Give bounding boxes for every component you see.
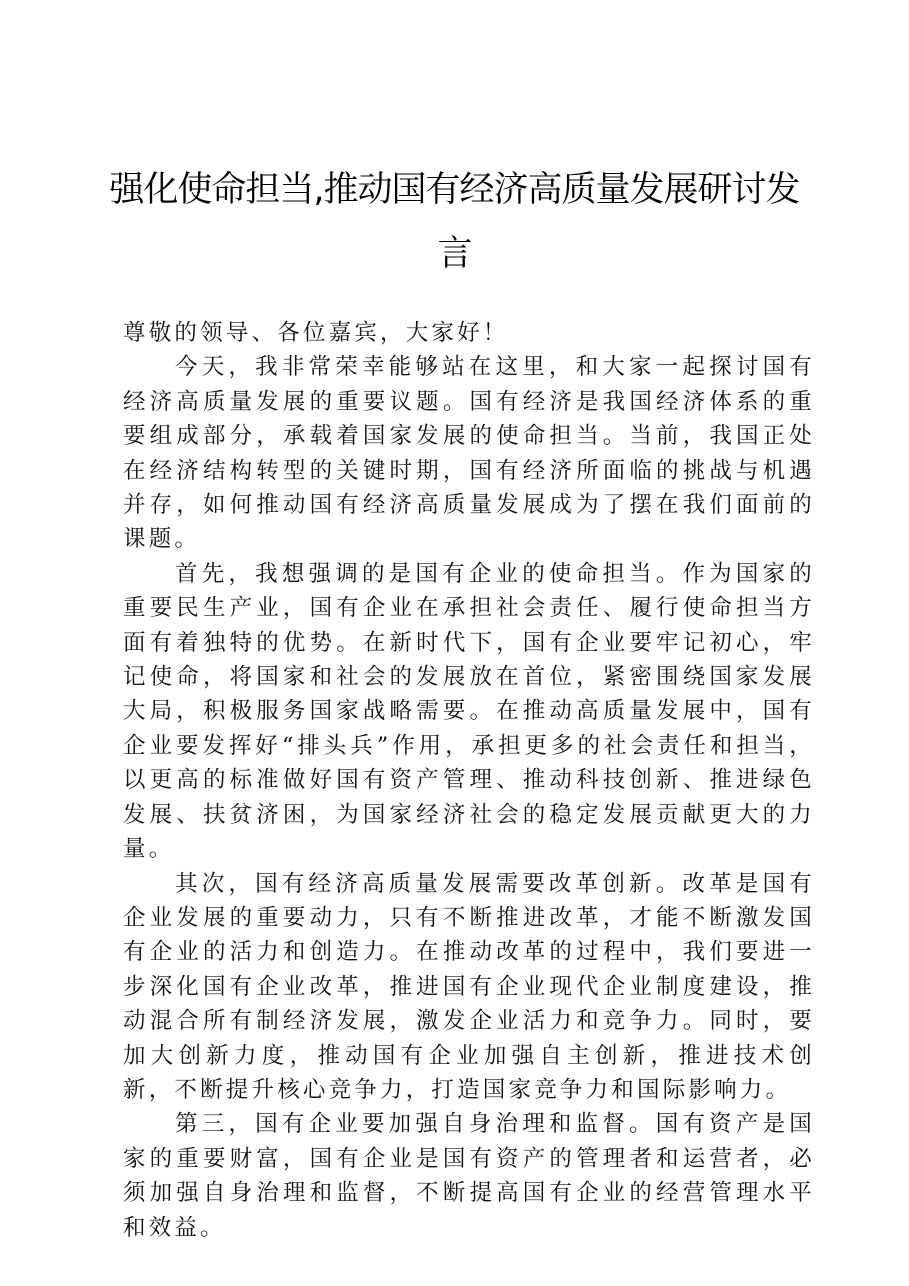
greeting: 尊敬的领导、各位嘉宾，大家好！ (123, 320, 509, 346)
document-body (123, 316, 815, 1245)
paragraph-third-point: 第三，国有企业要加强自身治理和监督。国有资产是国家的重要财富，国有企业是国有资产的管理者和运营者，必须加强自身治理和监督，不断提高国有企业的经营管理水平和效益。 (123, 1111, 815, 1241)
paragraph-first-point: 首先，我想强调的是国有企业的使命担当。作为国家的重要民生产业，国有企业在承担社会责任、履行使命担当方面有着独特的优势。在新时代下，国有企业要牢记初心，牢记使命，将国家和社会的发展放在首位，紧密围绕国家发展大局，积极服务国家战略需要。在推动高质量发展中，国有企业要发挥好“排头兵”作用，承担更多的社会责任和担当，以更高的标准做好国有资产管理、推动科技创新、推进绿色发展、扶贫济困，为国家经济社会的稳定发展贡献更大的力量。 (123, 560, 815, 863)
paragraph-intro: 今天，我非常荣幸能够站在这里，和大家一起探讨国有经济高质量发展的重要议题。国有经济是我国经济体系的重要组成部分，承载着国家发展的使命担当。当前，我国正处在经济结构转型的关键时期，国有经济所面临的挑战与机遇并存，如何推动国有经济高质量发展成为了摆在我们面前的课题。 (123, 354, 815, 553)
paragraph-second-point: 其次，国有经济高质量发展需要改革创新。改革是国有企业发展的重要动力，只有不断推进改革，才能不断激发国有企业的活力和创造力。在推动改革的过程中，我们要进一步深化国有企业改革，推进国有企业现代企业制度建设，推动混合所有制经济发展，激发企业活力和竞争力。同时，要加大创新力度，推动国有企业加强自主创新，推进技术创新，不断提升核心竞争力，打造国家竞争力和国际影响力。 (123, 870, 815, 1103)
document-title: 强化使命担当,推动国有经济高质量发展研讨发言 (109, 170, 800, 274)
